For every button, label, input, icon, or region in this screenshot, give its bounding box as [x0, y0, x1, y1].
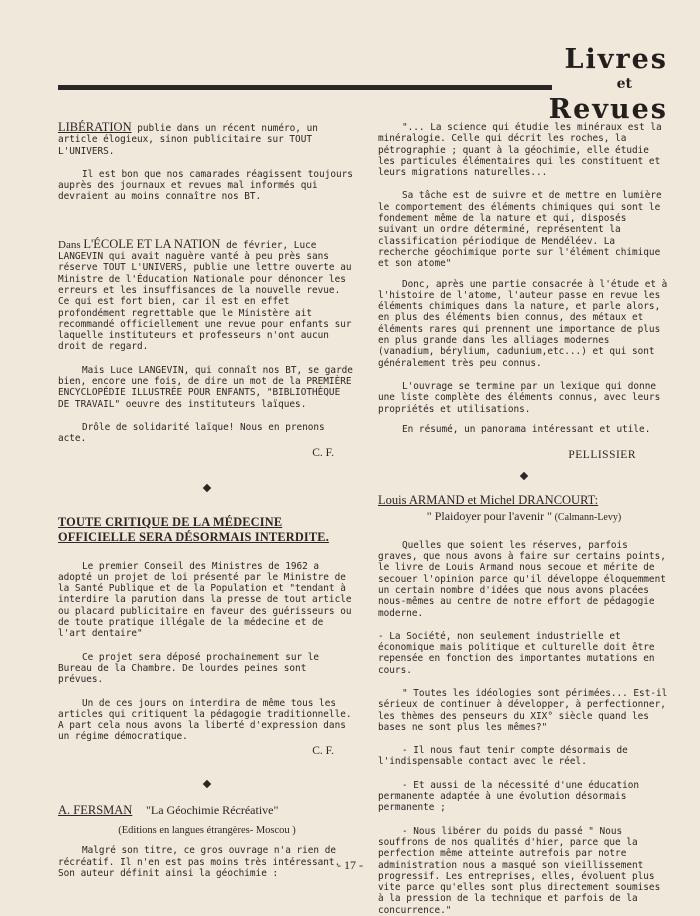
ecole-signature: C. F.: [312, 446, 334, 459]
masthead-livres: Livres: [564, 44, 668, 75]
article-medecine: [58, 515, 356, 757]
plaidoyer-authors-line: [378, 495, 670, 507]
plaidoyer-paragraph-6: - Nous libérer du poids du passé " Nous souffrons de nos qualités d'hier, parce que la perfection même atteinte autrefois par notre administration nous a masqué son vieillissement progressif. Les entreprises, elles, évoluent plus vite parce qu'elles sont plus directement soumises à la pression de la technique et parfois de la concurrence.": [378, 825, 661, 916]
fersman-author: A. FERSMAN: [58, 802, 133, 817]
plaidoyer-paragraph-2: - La Société, non seulement industrielle et économique mais politique et culturelle doit être repensée en fonction des importantes mutations en cours.: [378, 630, 655, 676]
header-rule: [58, 85, 552, 90]
article-plaidoyer: [378, 495, 670, 916]
separator-diamond-1: [203, 483, 211, 491]
fersman-paragraph: Malgré son titre, ce gros ouvrage n'a rien de récréatif. Il n'en est pas moins très intéressant. Son auteur définit ainsi la géochimie :: [58, 845, 341, 879]
plaidoyer-authors: Louis ARMAND et Michel DRANCOURT:: [378, 493, 599, 508]
liberation-lead: [58, 122, 356, 157]
plaidoyer-paragraph-5: - Et aussi de la nécessité d'une éducation permanente adaptée à une évolution désormais permanente ;: [378, 779, 640, 814]
article-liberation: [58, 122, 356, 203]
geochimie-paragraph-4: L'ouvrage se termine par un lexique qui donne une liste complète des éléments connus, avec leurs propriétés et utilisations.: [378, 380, 661, 415]
plaidoyer-paragraph-4: - Il nous faut tenir compte désormais de l'indispensable contact avec le réel.: [378, 745, 628, 768]
liberation-lead-text: publie dans un récent numéro, un article élogieux, sinon publicitaire sur TOUT L'UNIVERS.: [58, 123, 318, 157]
right-column: [378, 122, 670, 916]
ecole-lead: [58, 236, 356, 353]
ecole-lead-text: de février, Luce LANGEVIN qui avait naguère vanté à peu près sans réserve TOUT L'UNIVERS, publie une lettre ouverte au Ministre de l'Éducation Nationale pour dénoncer les erreurs et les insuffisances de la nouvelle revue. Ce qui est fort bien, car il est en effet profondément regrettable que le Ministère ait recommandé officiellement une revue pour enfants sur laquelle instituteurs et professeurs n'ont aucun droit de regard.: [58, 239, 352, 353]
medecine-title: TOUTE CRITIQUE DE LA MÉDECINE OFFICIELLE SERA DÉSORMAIS INTERDITE.: [58, 514, 329, 544]
ecole-paragraph-3: Drôle de solidarité laïque! Nous en prenons acte.: [58, 421, 325, 445]
medecine-paragraph-2: Ce projet sera déposé prochainement sur le Bureau de la Chambre. De lourdes peines sont prévues.: [58, 651, 320, 686]
left-column: [58, 122, 356, 879]
article-ecole-nation: [58, 236, 356, 459]
separator-diamond-2: [203, 779, 211, 787]
masthead-revues: Revues: [548, 94, 668, 125]
medecine-paragraph-3: Un de ces jours on interdira de même tous les articles qui critiquent la pédagogie traditionnelle. A part cela nous avons la liberté d'expression dans un régime démocratique.: [58, 697, 352, 743]
plaidoyer-edition: (Calmann-Levy): [552, 512, 622, 524]
geochimie-review: [378, 122, 670, 461]
medecine-paragraph-1: Le premier Conseil des Ministres de 1962 a adopté un projet de loi présenté par le Ministre de la Santé Publique et de la Population et "tendant à interdire la parution dans la presse de tout article ou placard publicitaire en faveur des guérisseurs ou de toute pratique illégale de la médecine et de l'art dentaire": [58, 560, 352, 640]
masthead-et: et: [616, 76, 632, 92]
geochimie-paragraph-1: "... La science qui étudie les minéraux est la minéralogie. Celle qui décrit les roches, la pétrographie ; quant à la géochimie, elle étudie les particules élémentaires qui les constituent et leurs migrations naturelles...: [378, 122, 662, 179]
ecole-title: L'ÉCOLE ET LA NATION: [83, 236, 221, 251]
fersman-edition: (Editions en langues étrangères- Moscou ): [118, 824, 296, 836]
plaidoyer-title-line: [378, 511, 670, 523]
geochimie-paragraph-2: Sa tâche est de suivre et de mettre en lumière le comportement des éléments chimiques qui sont le fondement même de la nature et qui, disposés suivant un ordre déterminé, représentent la classification périodique de Mendéléev. La recherche géochimique porte sur l'élément chimique et son atome": [378, 190, 662, 270]
ecole-intro: Dans: [58, 238, 84, 251]
medecine-signature: C. F.: [312, 744, 334, 757]
plaidoyer-paragraph-1: Quelles que soient les réserves, parfois graves, que nous avons à faire sur certains points, le livre de Louis Armand nous secoue et mérite de secouer l'opinion parce qu'il développe éloquemment un certain nombre d'idées que nous avons placées nous-mêmes au centre de notre effort de pédagogie moderne.: [378, 539, 666, 619]
liberation-paragraph: Il est bon que nos camarades réagissent toujours auprès des journaux et revues mal informés qui devraient au moins connaître nos BT.: [58, 168, 353, 203]
plaidoyer-book-title: " Plaidoyer pour l'avenir ": [426, 509, 553, 524]
geochimie-paragraph-3: Donc, après une partie consacrée à l'étude et à l'histoire de l'atome, l'auteur passe en revue les éléments chimiques dans la nature, et parle alors, en plus des éléments bien connus, des métaux et éléments rares qui prennent une importance de plus en plus grande dans les alliages modernes (vanadium, bérylium, cadunium,etc...) et qui sont généralement très peu connus.: [378, 278, 668, 369]
liberation-title: LIBÉRATION: [58, 120, 132, 134]
geochimie-paragraph-5: En résumé, un panorama intéressant et utile.: [402, 423, 651, 435]
page-number: - 17 -: [337, 858, 363, 872]
fersman-header: [58, 802, 356, 817]
pellissier-signature: PELLISSIER: [568, 449, 636, 462]
fersman-book-title: "La Géochimie Récréative": [145, 802, 279, 817]
plaidoyer-quote: " Toutes les idéologies sont périmées... Est-il sérieux de continuer à développer, à perfectionner, les thèmes des penseurs du XIX° siècle quand les bases ne sont plus les mêmes?": [378, 687, 668, 733]
ecole-paragraph-2: Mais Luce LANGEVIN, qui connaît nos BT, se garde bien, encore une fois, de dire un mot de la PREMIÈRE ENCYCLOPÉDIE ILLUSTRÉE POUR ENFANTS, "BIBLIOTHÈQUE DE TRAVAIL" oeuvre des instituteurs laïques.: [58, 364, 353, 410]
separator-diamond-3: [520, 472, 528, 480]
